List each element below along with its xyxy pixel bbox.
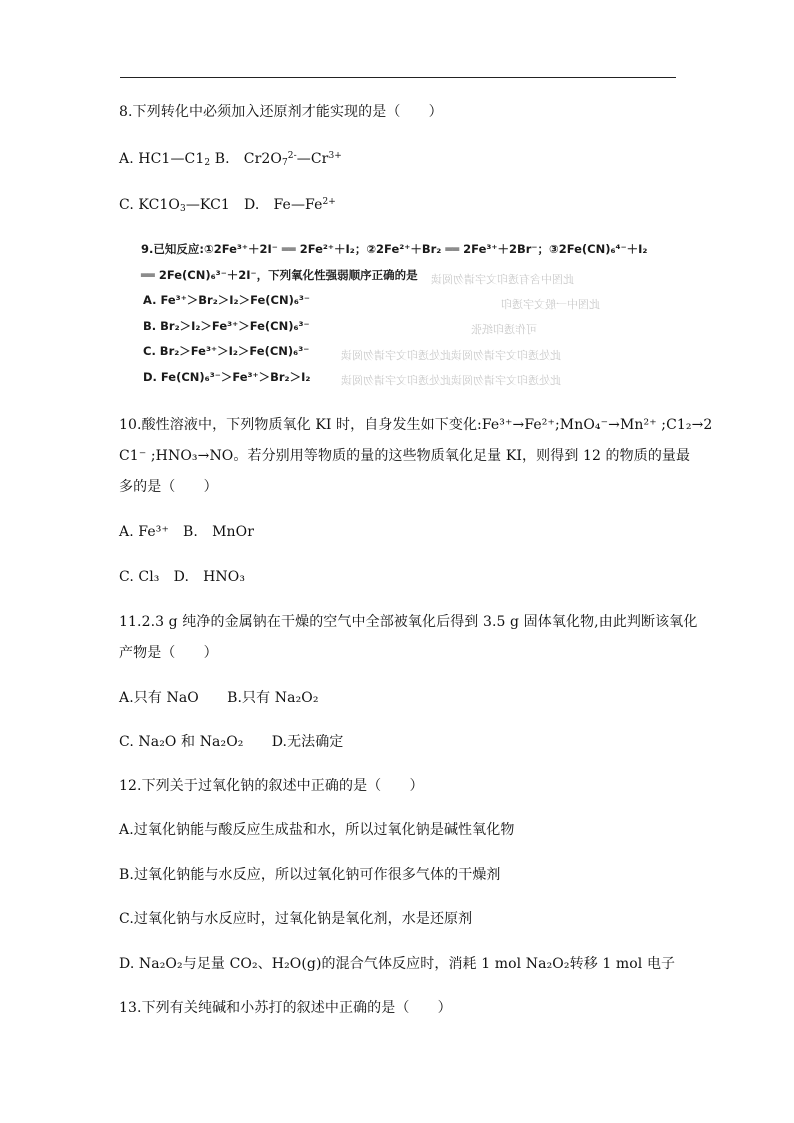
q12-option-a: A.过氧化钠能与酸反应生成盐和水，所以过氧化钠是碱性氧化物 xyxy=(119,822,515,838)
q8-options-ab: A. $HC1—C1_2$ B. $Cr2O_7^{2-}—Cr^{3+}$ xyxy=(119,151,342,168)
q10-line3: 多的是（ ） xyxy=(119,479,218,495)
q8-stem: 8.下列转化中必须加入还原剂才能实现的是（ ） xyxy=(119,104,443,120)
q9-option-d: D. Fe(CN)₆³⁻＞Fe³⁺＞Br₂＞I₂ xyxy=(143,370,311,384)
q9-scanned-block: 此图中含有透印文字请勿阅读 此图中一般文字透印 可作透印纸张 此处透印文字请勿阅读此处透印文字请勿阅读 此处透印文字请勿阅读此处透印文字请勿阅读 9.已知反应:①2Fe³⁺＋2I⁻ ══ 2Fe²⁺＋I₂；②2Fe²⁺＋Br₂ ══ 2Fe³⁺＋2Br⁻；③2Fe(CN)₆⁴⁻＋I₂ ══ 2Fe(CN)₆³⁻＋2I⁻，下列氧化性强弱顺序正确的是 A. Fe³⁺＞Br₂＞I₂＞Fe(CN)₆³⁻ B. Br₂＞I₂＞Fe³⁺＞Fe(CN)₆³⁻ C. Br₂＞Fe³⁺＞I₂＞Fe(CN)₆³⁻ D. Fe(CN)₆³⁻＞Fe³⁺＞Br₂＞I₂ xyxy=(141,242,648,387)
q8-options-cd: C. $KC1O_3—KC1$ D. $Fe—Fe^{2+}$ xyxy=(119,197,336,214)
q12-option-d: D. Na₂O₂与足量 CO₂、H₂O(g)的混合气体反应时，消耗 1 mol Na₂O₂转移 1 mol 电子 xyxy=(119,956,676,972)
q10-line1: 10.酸性溶液中，下列物质氧化 KI 时，自身发生如下变化:Fe³⁺→Fe²⁺;MnO₄⁻→Mn²⁺ ;C1₂→2 xyxy=(119,417,713,433)
q10-options-cd: C. Cl₃ D. HNO₃ xyxy=(119,569,246,585)
q11-options-cd: C. Na₂O 和 Na₂O₂ D.无法确定 xyxy=(119,734,344,750)
q11-line2: 产物是（ ） xyxy=(119,645,218,661)
q11-options-ab: A.只有 NaO B.只有 Na₂O₂ xyxy=(119,690,319,706)
q10-line2: C1⁻ ;HNO₃→NO。若分别用等物质的量的这些物质氧化足量 KI，则得到 12 的物质的量最 xyxy=(119,448,691,464)
q9-option-a: A. Fe³⁺＞Br₂＞I₂＞Fe(CN)₆³⁻ xyxy=(143,293,310,307)
q9-line1: 9.已知反应:①2Fe³⁺＋2I⁻ ══ 2Fe²⁺＋I₂；②2Fe²⁺＋Br₂ ══ 2Fe³⁺＋2Br⁻；③2Fe(CN)₆⁴⁻＋I₂ xyxy=(141,242,648,256)
q9-option-c: C. Br₂＞Fe³⁺＞I₂＞Fe(CN)₆³⁻ xyxy=(143,344,310,358)
q11-line1: 11.2.3 g 纯净的金属钠在干燥的空气中全部被氧化后得到 3.5 g 固体氧化物,由此判断该氧化 xyxy=(119,614,698,630)
q12-option-c: C.过氧化钠与水反应时，过氧化钠是氧化剂，水是还原剂 xyxy=(119,911,473,927)
q9-line2: ══ 2Fe(CN)₆³⁻＋2I⁻，下列氧化性强弱顺序正确的是 xyxy=(141,268,418,282)
header-rule xyxy=(120,77,676,78)
q12-stem: 12.下列关于过氧化钠的叙述中正确的是（ ） xyxy=(119,778,424,794)
q12-option-b: B.过氧化钠能与水反应，所以过氧化钠可作很多气体的干燥剂 xyxy=(119,867,501,883)
q13-stem: 13.下列有关纯碱和小苏打的叙述中正确的是（ ） xyxy=(119,1000,452,1016)
q10-options-ab: A. Fe³⁺ B. MnOr xyxy=(119,524,255,540)
q9-option-b: B. Br₂＞I₂＞Fe³⁺＞Fe(CN)₆³⁻ xyxy=(143,319,310,333)
